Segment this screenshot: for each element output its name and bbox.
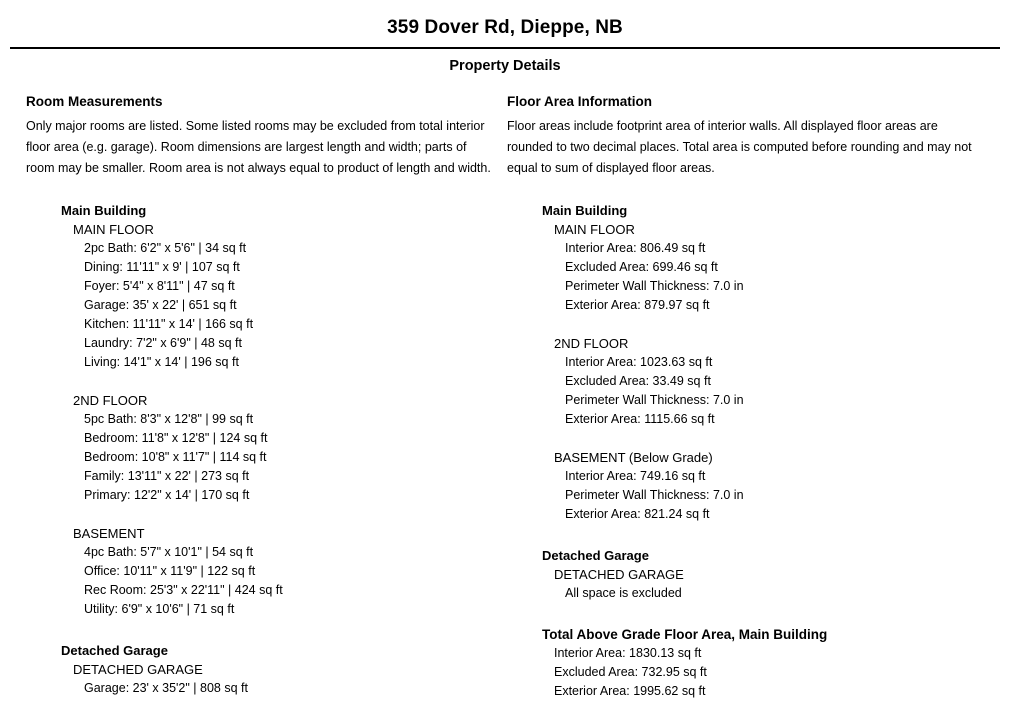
building-group-name: Main Building xyxy=(542,203,628,218)
list-item: Perimeter Wall Thickness: 7.0 in xyxy=(565,488,744,502)
room-measurements-column xyxy=(0,94,505,701)
floor-name: DETACHED GARAGE xyxy=(73,662,203,677)
list-item: All space is excluded xyxy=(565,586,682,600)
list-item: 5pc Bath: 8'3" x 12'8" | 99 sq ft xyxy=(84,412,254,426)
floor-section xyxy=(26,660,495,698)
list-item: Excluded Area: 732.95 sq ft xyxy=(554,665,707,679)
building-group xyxy=(26,201,495,619)
floor-area-column xyxy=(505,94,1010,701)
list-item: Foyer: 5'4" x 8'11" | 47 sq ft xyxy=(84,279,235,293)
floor-section xyxy=(507,565,1002,603)
list-item: Excluded Area: 699.46 sq ft xyxy=(565,260,718,274)
list-item: 2pc Bath: 6'2" x 5'6" | 34 sq ft xyxy=(84,241,247,255)
building-group-name: Detached Garage xyxy=(61,643,168,658)
content-columns xyxy=(0,94,1010,701)
list-item: Dining: 11'11" x 9' | 107 sq ft xyxy=(84,260,240,274)
list-item: Family: 13'11" x 22' | 273 sq ft xyxy=(84,469,250,483)
list-item: Interior Area: 1023.63 sq ft xyxy=(565,355,713,369)
list-item: Perimeter Wall Thickness: 7.0 in xyxy=(565,279,744,293)
room-measurements-description: Only major rooms are listed. Some listed rooms may be excluded from total interior floor area (e.g. garage). Room dimensions are largest length and width; parts of room may be smaller. Room area is not always equal to product of length and width. xyxy=(26,119,491,175)
room-measurements-heading: Room Measurements xyxy=(26,94,163,109)
floor-name: MAIN FLOOR xyxy=(554,222,635,237)
floor-name: BASEMENT (Below Grade) xyxy=(554,450,713,465)
room-measurements-groups xyxy=(26,201,495,698)
total-above-grade-entries xyxy=(507,644,1002,701)
list-item: Garage: 23' x 35'2" | 808 sq ft xyxy=(84,681,248,695)
page-title: 359 Dover Rd, Dieppe, NB xyxy=(387,17,623,38)
list-item: Exterior Area: 821.24 sq ft xyxy=(565,507,710,521)
floor-section xyxy=(507,220,1002,315)
building-group-name: Main Building xyxy=(61,203,147,218)
floor-name: DETACHED GARAGE xyxy=(554,567,684,582)
floor-section xyxy=(507,334,1002,429)
list-item: Garage: 35' x 22' | 651 sq ft xyxy=(84,298,237,312)
list-item: Interior Area: 1830.13 sq ft xyxy=(554,646,702,660)
title-divider xyxy=(10,47,1000,49)
list-item: Interior Area: 749.16 sq ft xyxy=(565,469,706,483)
list-item: Perimeter Wall Thickness: 7.0 in xyxy=(565,393,744,407)
list-item: Exterior Area: 1995.62 sq ft xyxy=(554,684,706,698)
list-item: Rec Room: 25'3" x 22'11" | 424 sq ft xyxy=(84,583,283,597)
floor-section xyxy=(26,524,495,619)
building-group xyxy=(507,546,1002,603)
list-item: Bedroom: 10'8" x 11'7" | 114 sq ft xyxy=(84,450,267,464)
list-item: Excluded Area: 33.49 sq ft xyxy=(565,374,711,388)
list-item: Laundry: 7'2" x 6'9" | 48 sq ft xyxy=(84,336,242,350)
floor-name: BASEMENT xyxy=(73,526,145,541)
list-item: Interior Area: 806.49 sq ft xyxy=(565,241,706,255)
list-item: Exterior Area: 1115.66 sq ft xyxy=(565,412,715,426)
floor-section xyxy=(26,391,495,505)
floor-area-groups xyxy=(507,201,1002,603)
total-above-grade-heading: Total Above Grade Floor Area, Main Building xyxy=(542,627,828,642)
building-group xyxy=(26,641,495,698)
floor-name: MAIN FLOOR xyxy=(73,222,154,237)
floor-name: 2ND FLOOR xyxy=(554,336,629,351)
page-subtitle: Property Details xyxy=(449,58,561,74)
list-item: 4pc Bath: 5'7" x 10'1" | 54 sq ft xyxy=(84,545,254,559)
list-item: Primary: 12'2" x 14' | 170 sq ft xyxy=(84,488,250,502)
list-item: Bedroom: 11'8" x 12'8" | 124 sq ft xyxy=(84,431,268,445)
floor-section xyxy=(507,448,1002,524)
list-item: Living: 14'1" x 14' | 196 sq ft xyxy=(84,355,239,369)
building-group-name: Detached Garage xyxy=(542,548,649,563)
list-item: Office: 10'11" x 11'9" | 122 sq ft xyxy=(84,564,256,578)
list-item: Kitchen: 11'11" x 14' | 166 sq ft xyxy=(84,317,254,331)
total-above-grade-block xyxy=(507,625,1002,701)
list-item: Utility: 6'9" x 10'6" | 71 sq ft xyxy=(84,602,235,616)
floor-section xyxy=(26,220,495,372)
floor-area-heading: Floor Area Information xyxy=(507,94,653,109)
floor-name: 2ND FLOOR xyxy=(73,393,148,408)
building-group xyxy=(507,201,1002,524)
list-item: Exterior Area: 879.97 sq ft xyxy=(565,298,710,312)
floor-area-description: Floor areas include footprint area of interior walls. All displayed floor areas are rounded to two decimal places. Total area is computed before rounding and may not equal to sum of displayed floor areas. xyxy=(507,119,972,175)
